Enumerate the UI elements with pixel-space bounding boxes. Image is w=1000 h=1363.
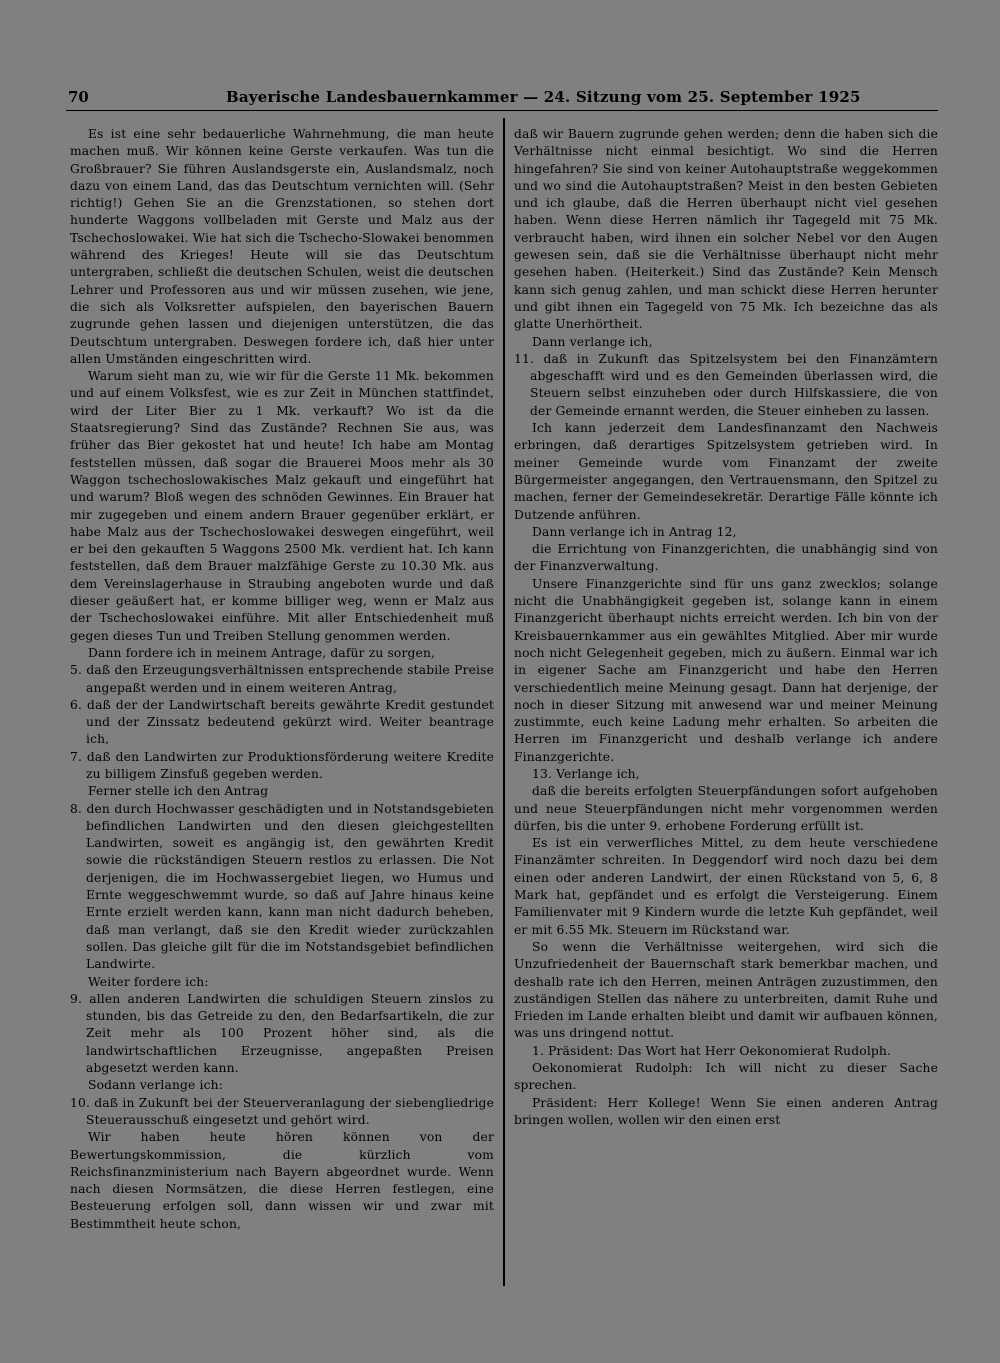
numbered-motion: 7. daß den Landwirten zur Produktionsförderung weitere Kredite zu billigem Zinsfuß gegeben werden. <box>70 749 494 781</box>
paragraph: Es ist eine sehr bedauerliche Wahrnehmung, die man heute machen muß. Wir können keine Gerste verkaufen. Was tun die Großbrauer? Sie führen Auslandsgerste ein, Auslandsmalz, noch dazu von einem Land, das das Deutschtum vernichten will. (Sehr richtig!) Gehen Sie an die Grenzstationen, so stehen dort hunderte Waggons vollbeladen mit Gerste und Malz aus der Tschechoslowakei. Wie hat sich die Tschecho-Slowakei benommen während des Krieges! Heute will sie das Deutschtum untergraben, schließt die deutschen Schulen, weist die deutschen Lehrer und Professoren aus und wir müssen zusehen, wie jene, die sich als Volksretter aufspielen, den bayerischen Bauern zugrunde gehen lassen und diejenigen unterstützen, die das Deutschtum untergraben. Deswegen fordere ich, daß hier unter allen Umständen eingeschritten wird. <box>70 127 494 366</box>
left-column <box>70 126 494 1233</box>
numbered-motion: 5. daß den Erzeugungsverhältnissen entsprechende stabile Preise angepaßt werden und in einem weiteren Antrag, <box>70 663 494 695</box>
numbered-motion: 11. daß in Zukunft das Spitzelsystem bei den Finanzämtern abgeschafft wird und es den Gemeinden überlassen wird, die Steuern selbst einzuheben oder durch Hilfskassiere, die von der Gemeinde ernannt werden, die Steuer einheben zu lassen. <box>514 351 938 418</box>
page-header <box>66 86 938 111</box>
paragraph: Ferner stelle ich den Antrag <box>88 784 269 799</box>
numbered-motion: 8. den durch Hochwasser geschädigten und in Notstandsgebieten befindlichen Landwirten und den diesen gleichgestellten Landwirten, soweit es angängig ist, den gewährten Kredit sowie die rückständigen Steuern restlos zu erlassen. Die Not derjenigen, die im Hochwassergebiet liegen, wo Humus und Ernte weggeschwemmt wurde, so daß auf Jahre hinaus keine Ernte erzielt werden kann, kann man nicht dadurch beheben, daß man verlangt, daß sie den Kredit wieder zurückzahlen sollen. Das gleiche gilt für die im Notstandsgebiet befindlichen Landwirte. <box>70 801 494 972</box>
running-title: Bayerische Landesbauernkammer — 24. Sitzung vom 25. September 1925 <box>226 88 861 106</box>
paragraph: Wir haben heute hören können von der Bewertungskommission, die kürzlich vom Reichsfinanzministerium nach Bayern abgeordnet wurde. Wenn nach diesen Normsätzen, die diese Herren festlegen, eine Besteuerung erfolgen soll, dann wissen wir und zwar mit Bestimmtheit heute schon, <box>70 1130 494 1231</box>
paragraph: So wenn die Verhältnisse weitergehen, wird sich die Unzufriedenheit der Bauernschaft stark bemerkbar machen, und deshalb rate ich den Herren, meinen Anträgen zuzustimmen, den zuständigen Stellen das nähere zu unterbreiten, damit Ruhe und Frieden im Lande erhalten bleibt und damit wir aufbauen können, was uns dringend nottut. <box>514 939 938 1041</box>
numbered-motion: 9. allen anderen Landwirten die schuldigen Steuern zinslos zu stunden, bis das Getreide zu den, den Bedarfsartikeln, die zur Zeit mehr als 100 Prozent höher sind, als die landwirtschaftlichen Erzeugnisse, angepaßten Preisen abgesetzt werden kann. <box>70 991 494 1076</box>
page-number: 70 <box>68 88 89 106</box>
paragraph: Präsident: Herr Kollege! Wenn Sie einen anderen Antrag bringen wollen, wollen wir den einen erst <box>514 1095 938 1127</box>
paragraph: Weiter fordere ich: <box>88 974 209 989</box>
paragraph: Es ist ein verwerfliches Mittel, zu dem heute verschiedene Finanzämter schreiten. In Deggendorf wird noch dazu bei dem einen oder anderen Landwirt, der einen Rückstand von 5, 6, 8 Mark hat, gepfändet und es erfolgt die Versteigerung. Einem Familienvater mit 9 Kindern wurde die letzte Kuh gepfändet, weil er mit 6.55 Mk. Steuern im Rückstand war. <box>514 836 938 937</box>
paragraph: die Errichtung von Finanzgerichten, die unabhängig sind von der Finanzverwaltung. <box>514 542 938 574</box>
right-column <box>514 126 938 1129</box>
paragraph: Oekonomierat Rudolph: Ich will nicht zu dieser Sache sprechen. <box>514 1061 938 1093</box>
paragraph: daß wir Bauern zugrunde gehen werden; denn die haben sich die Verhältnisse nicht einmal besichtigt. Wo sind die Herren hingefahren? Sie sind von keiner Autohauptstraße weggekommen und wo sind die Autohauptstraßen? Meist in den besten Gebieten und ich glaube, daß die Herren überhaupt nicht viel gesehen haben. Wenn diese Herren nämlich ihr Tagegeld mit 75 Mk. verbraucht haben, wird ihnen ein solcher Nebel vor den Augen gewesen sein, daß sie die Verhältnisse überhaupt nicht mehr gesehen haben. (Heiterkeit.) Sind das Zustände? Kein Mensch kann sich genug zahlen, und man schickt diese Herren herunter und gibt ihnen ein Tagegeld von 75 Mk. Ich bezeichne das als glatte Unerhörtheit. <box>514 127 938 332</box>
paragraph: Dann verlange ich, <box>532 334 653 349</box>
numbered-motion: 6. daß der der Landwirtschaft bereits gewährte Kredit gestundet und der Zinssatz bedeutend gekürzt wird. Weiter beantrage ich, <box>70 697 494 747</box>
paragraph: 13. Verlange ich, <box>532 766 640 781</box>
paragraph: Sodann verlange ich: <box>88 1078 224 1093</box>
numbered-motion: 10. daß in Zukunft bei der Steuerveranlagung der siebengliedrige Steuerausschuß eingesetzt und gehört wird. <box>70 1095 494 1127</box>
paragraph: Unsere Finanzgerichte sind für uns ganz zwecklos; solange nicht die Unabhängigkeit gegeben ist, solange kann in einem Finanzgericht überhaupt nichts erreicht werden. Ich bin von der Kreisbauernkammer aus ein gewähltes Mitglied. Aber mir wurde noch nicht Gelegenheit gegeben, mich zu äußern. Einmal war ich in eigener Sache am Finanzgericht und habe den Herren verschiedentlich meine Meinung gesagt. Dann hat derjenige, der noch in dieser Sitzung mit anwesend war und meiner Meinung zustimmte, euch keine Ladung mehr erhalten. So arbeiten die Herren im Finanzgericht und deshalb verlange ich andere Finanzgerichte. <box>514 576 938 764</box>
column-divider <box>503 118 505 1286</box>
paragraph: Ich kann jederzeit dem Landesfinanzamt den Nachweis erbringen, daß derartiges Spitzelsystem getrieben wird. In meiner Gemeinde wurde vom Finanzamt der zweite Bürgermeister angegangen, den Vertrauensmann, den Spitzel zu machen, ferner der Gemeindesekretär. Derartige Fälle könnte ich Dutzende anführen. <box>514 421 938 522</box>
paragraph: daß die bereits erfolgten Steuerpfändungen sofort aufgehoben und neue Steuerpfändungen nicht mehr vorgenommen werden dürfen, bis die unter 9. erhobene Forderung erfüllt ist. <box>514 784 938 833</box>
paragraph: Dann verlange ich in Antrag 12, <box>532 524 737 539</box>
paragraph: 1. Präsident: Das Wort hat Herr Oekonomierat Rudolph. <box>532 1043 892 1058</box>
paragraph: Dann fordere ich in meinem Antrage, dafür zu sorgen, <box>88 645 436 660</box>
paragraph: Warum sieht man zu, wie wir für die Gerste 11 Mk. bekommen und auf einem Volksfest, wie es zur Zeit in München stattfindet, wird der Liter Bier zu 1 Mk. verkauft? Wo ist da die Staatsregierung? Sind das Zustände? Rechnen Sie aus, was früher das Bier gekostet hat und heute! Ich habe am Montag feststellen müssen, daß sogar die Brauerei Moos mehr als 30 Waggon tschechoslowakisches Malz gekauft und eingeführt hat und warum? Bloß wegen des schnöden Gewinnes. Ein Brauer hat mir zugegeben und einem andern Brauer gegenüber erklärt, er habe Malz aus der Tschechoslowakei deswegen eingeführt, weil er bei den gekauften 5 Waggons 2500 Mk. verdient hat. Ich kann feststellen, daß dem Brauer malzfähige Gerste zu 10.30 Mk. aus dem Vereinslagerhause in Straubing angeboten wurde und daß dieser geäußert hat, er komme billiger weg, wenn er Malz aus der Tschechoslowakei einführe. Mit aller Entschiedenheit muß gegen dieses Tun und Treiben Stellung genommen werden. <box>70 369 494 643</box>
